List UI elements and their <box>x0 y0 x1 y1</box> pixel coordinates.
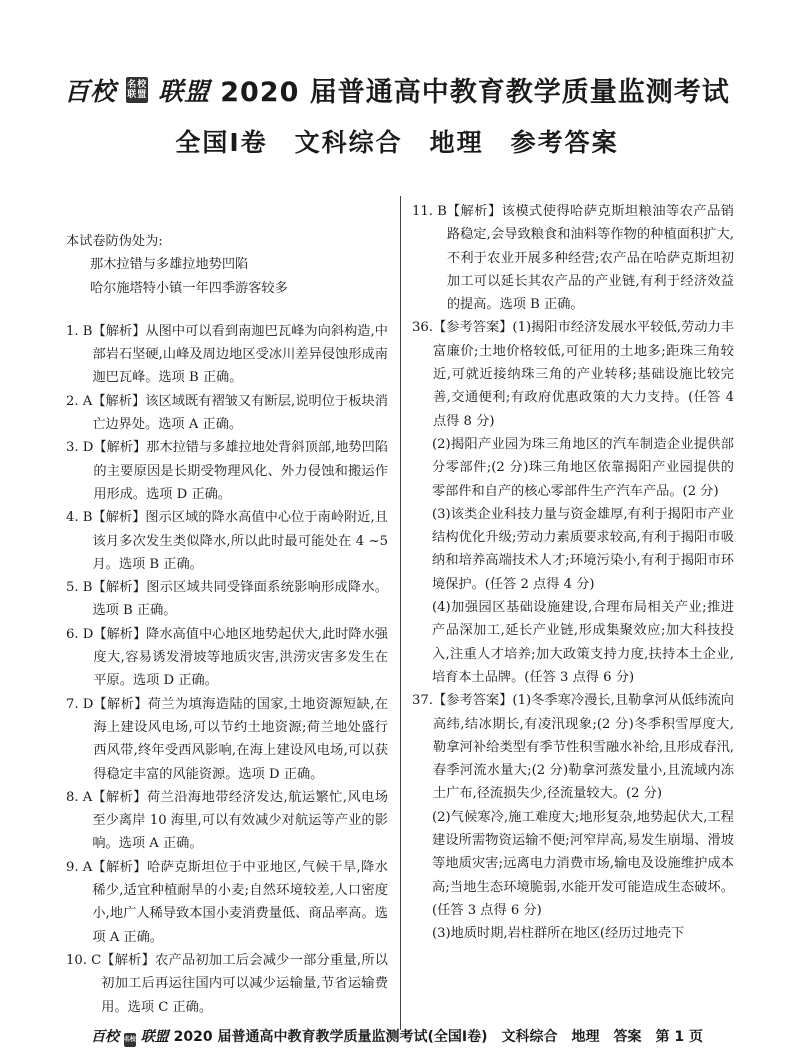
answer-text: 【解析】哈萨克斯坦位于中亚地区,气候干旱,降水稀少,适宜种植耐旱的小麦;自然环境较差,人口密度小,地广人稀导致本国小麦消费量低、商品率高。选项 A 正确。 <box>92 859 388 945</box>
answer-subpart: (2)揭阳产业园为珠三角地区的汽车制造企业提供部分零部件;(2 分)珠三角地区依靠揭阳产业园提供的零部件和自产的核心零部件生产汽车产品。(2 分) <box>432 436 734 499</box>
footer-text: 2020 届普通高中教育教学质量监测考试(全国Ⅰ卷) 文科综合 地理 答案 第 1 页 <box>173 1029 703 1045</box>
answer-text: 【参考答案】(1)揭阳市经济发展水平较低,劳动力丰富廉价;土地价格较低,可征用的土地多;距珠三角较近,可就近接纳珠三角的产业转移;基础设施比较完善,交通便利;有政府优惠政策的大力支持。(任答 4 点得 8 分) <box>432 320 734 429</box>
answer-item <box>66 693 388 786</box>
answer-text: 【解析】农产品初加工后会减少一部分重量,所以初加工后再运往国内可以减少运输量,节省运输费用。选项 C 正确。 <box>101 952 388 1015</box>
footer-brand-2: 联盟 <box>140 1029 169 1045</box>
notice-heading: 本试卷防伪处为: <box>66 234 163 249</box>
question-number: 9. A <box>66 859 93 875</box>
exam-subtitle: 全国Ⅰ卷 文科综合 地理 参考答案 <box>175 128 619 157</box>
brand-name-2: 联盟 <box>158 76 211 106</box>
answer-item <box>66 576 388 623</box>
notice-item: 那木拉错与多雄拉地势凹陷 <box>90 257 249 273</box>
answer-item <box>66 623 388 693</box>
question-number: 3. D <box>66 440 94 456</box>
answer-text: 【解析】荷兰沿海地带经济发达,航运繁忙,风电场至少离岸 10 海里,可以有效减少对航运等产业的影响。选项 A 正确。 <box>92 789 388 852</box>
exam-title <box>0 70 794 109</box>
title-text: 2020 届普通高中教育教学质量监测考试 <box>220 77 730 108</box>
answer-text: 【解析】从图中可以看到南迦巴瓦峰为向斜构造,中部岩石坚硬,山峰及周边地区受冰川差异侵蚀形成南迦巴瓦峰。选项 B 正确。 <box>92 323 388 386</box>
answer-text: 【解析】该区域既有褶皱又有断层,说明位于板块消亡边界处。选项 A 正确。 <box>92 393 388 433</box>
answer-item <box>66 949 388 1019</box>
answer-item <box>412 316 734 432</box>
answer-text: 【参考答案】(1)冬季寒冷漫长,且勒拿河从低纬流向高纬,结冰期长,有凌汛现象;(2 分)冬季积雪厚度大,勒拿河补给类型有季节性积雪融水补给,且形成春汛,春季河流水量大;(2 分)勒拿河蒸发量小,且流域内冻土广布,径流损失少,径流量较大。(2 分) <box>432 693 734 802</box>
page-header <box>0 70 794 159</box>
page-footer <box>0 1026 794 1047</box>
answer-text: 【解析】降水高值中心地区地势起伏大,此时降水强度大,容易诱发滑坡等地质灾害,洪涝灾害多发生在平原。选项 D 正确。 <box>93 626 388 689</box>
footer-brand: 百校 <box>91 1029 120 1045</box>
answer-subpart: (2)气候寒冷,施工难度大;地形复杂,地势起伏大,工程建设所需物资运输不便;河窄岸高,易发生崩塌、滑坡等地质灾害;远离电力消费市场,输电及设施维护成本高;当地生态环境脆弱,水能开发可能造成生态破坏。(任答 3 点得 6 分) <box>432 809 734 918</box>
answer-item <box>66 436 388 506</box>
question-number: 6. D <box>66 626 94 642</box>
answer-item <box>412 689 734 805</box>
answer-item <box>66 856 388 949</box>
question-number: 37. <box>412 693 433 709</box>
answer-text: 【解析】图示区域共同受锋面系统影响形成降水。选项 B 正确。 <box>92 580 388 619</box>
question-number: 7. D <box>66 696 94 712</box>
question-number: 2. A <box>66 393 93 409</box>
question-number: 36. <box>412 320 433 336</box>
left-answer-list <box>66 320 388 1019</box>
question-number: 1. B <box>66 323 93 339</box>
answer-text: 【解析】那木拉错与多雄拉地处背斜顶部,地势凹陷的主要原因是长期受物理风化、外力侵蚀和搬运作用形成。选项 D 正确。 <box>93 440 388 502</box>
footer-seal-logo: 名校 <box>124 1033 136 1047</box>
answer-text: 【解析】荷兰为填海造陆的国家,土地资源短缺,在海上建设风电场,可以节约土地资源;荷兰地处盛行西风带,终年受西风影响,在海上建设风电场,可以获得稳定丰富的风能资源。选项 D 正确。 <box>93 696 388 782</box>
answer-item <box>66 786 388 856</box>
question-number: 11. B <box>412 204 447 219</box>
column-divider <box>400 196 401 1030</box>
question-number: 10. C <box>66 952 102 968</box>
brand-name: 百校 <box>64 76 117 106</box>
answer-text: 【解析】该模式使得哈萨克斯坦粮油等农产品销路稳定,会导致粮食和油料等作物的种植面积扩大,不利于农业开展多种经营;农产品在哈萨克斯坦初加工可以延长其农产品的产业链,有利于经济效益的提高。选项 B 正确。 <box>446 204 734 313</box>
answer-item <box>66 390 388 437</box>
answer-item <box>66 506 388 576</box>
question-number: 8. A <box>66 789 93 805</box>
answer-subpart: (3)该类企业科技力量与资金雄厚,有利于揭阳市产业结构优化升级;劳动力素质要求较高,有利于揭阳市吸纳和培养高端技术人才;环境污染小,有利于揭阳市环境保护。(任答 2 点得 4 分) <box>432 506 734 592</box>
answer-item <box>412 200 734 316</box>
anti-counterfeit-notice <box>66 230 388 300</box>
question-number: 4. B <box>66 510 93 526</box>
brand-seal-logo: 名校联盟 <box>126 77 148 103</box>
answer-item <box>66 320 388 390</box>
answer-text: 【解析】图示区域的降水高值中心位于南岭附近,且该月多次发生类似降水,所以此时最可能处在 4 ~5 月。选项 B 正确。 <box>92 510 388 572</box>
notice-item: 哈尔施塔特小镇一年四季游客较多 <box>90 280 288 296</box>
question-number: 5. B <box>66 580 93 596</box>
answer-subpart: (3)地质时期,岩柱群所在地区(经历过地壳下 <box>432 926 685 942</box>
answer-subpart: (4)加强园区基础设施建设,合理布局相关产业;推进产品深加工,延长产业链,形成集聚效应;加大科技投入,注重人才培养;加大政策支持力度,扶持本土企业,培育本土品牌。(任答 3 点得 6 分) <box>432 600 734 685</box>
right-column <box>412 200 734 946</box>
right-answer-list <box>412 200 734 946</box>
left-column <box>66 200 388 1019</box>
